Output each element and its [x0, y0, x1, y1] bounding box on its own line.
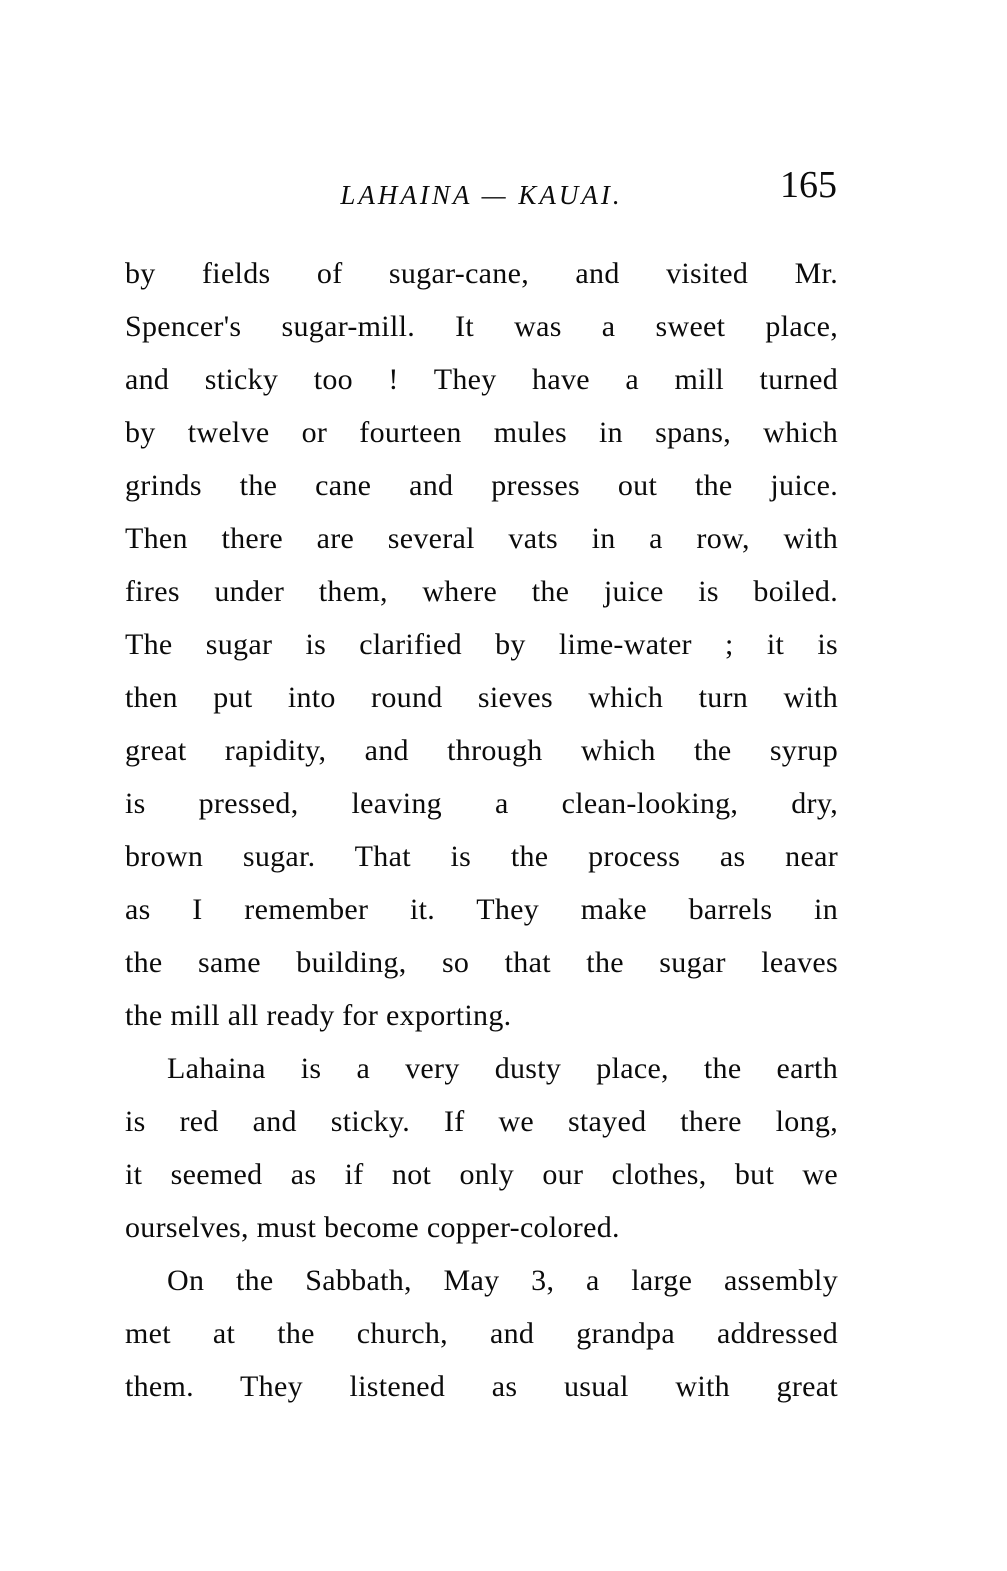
page-number: 165 — [780, 164, 837, 206]
text-line: brown sugar. That is the process as near — [125, 840, 838, 873]
text-line: the mill all ready for exporting. — [125, 999, 512, 1032]
text-line: Then there are several vats in a row, with — [125, 522, 838, 555]
page-body — [125, 247, 838, 1413]
text-line: and sticky too ! They have a mill turned — [125, 363, 838, 396]
text-line: then put into round sieves which turn with — [125, 681, 838, 714]
text-line: great rapidity, and through which the syrup — [125, 734, 838, 767]
text-line: the same building, so that the sugar leaves — [125, 946, 838, 979]
text-line: Lahaina is a very dusty place, the earth — [167, 1052, 838, 1085]
text-line: Spencer's sugar-mill. It was a sweet place, — [125, 310, 838, 343]
text-line: fires under them, where the juice is boiled. — [125, 575, 838, 608]
running-title: LAHAINA — KAUAI. — [340, 180, 623, 210]
text-line: is pressed, leaving a clean-looking, dry, — [125, 787, 838, 820]
text-line: as I remember it. They make barrels in — [125, 893, 838, 926]
text-line: it seemed as if not only our clothes, but we — [125, 1158, 838, 1191]
text-line: them. They listened as usual with great — [125, 1370, 838, 1403]
text-line: is red and sticky. If we stayed there long, — [125, 1105, 838, 1138]
text-line: by fields of sugar-cane, and visited Mr. — [125, 257, 838, 290]
text-line: The sugar is clarified by lime-water ; it is — [125, 628, 838, 661]
text-line: by twelve or fourteen mules in spans, which — [125, 416, 838, 449]
text-line: grinds the cane and presses out the juice. — [125, 469, 838, 502]
text-line: On the Sabbath, May 3, a large assembly — [167, 1264, 838, 1297]
text-line: ourselves, must become copper-colored. — [125, 1211, 620, 1244]
text-line: met at the church, and grandpa addressed — [125, 1317, 838, 1350]
